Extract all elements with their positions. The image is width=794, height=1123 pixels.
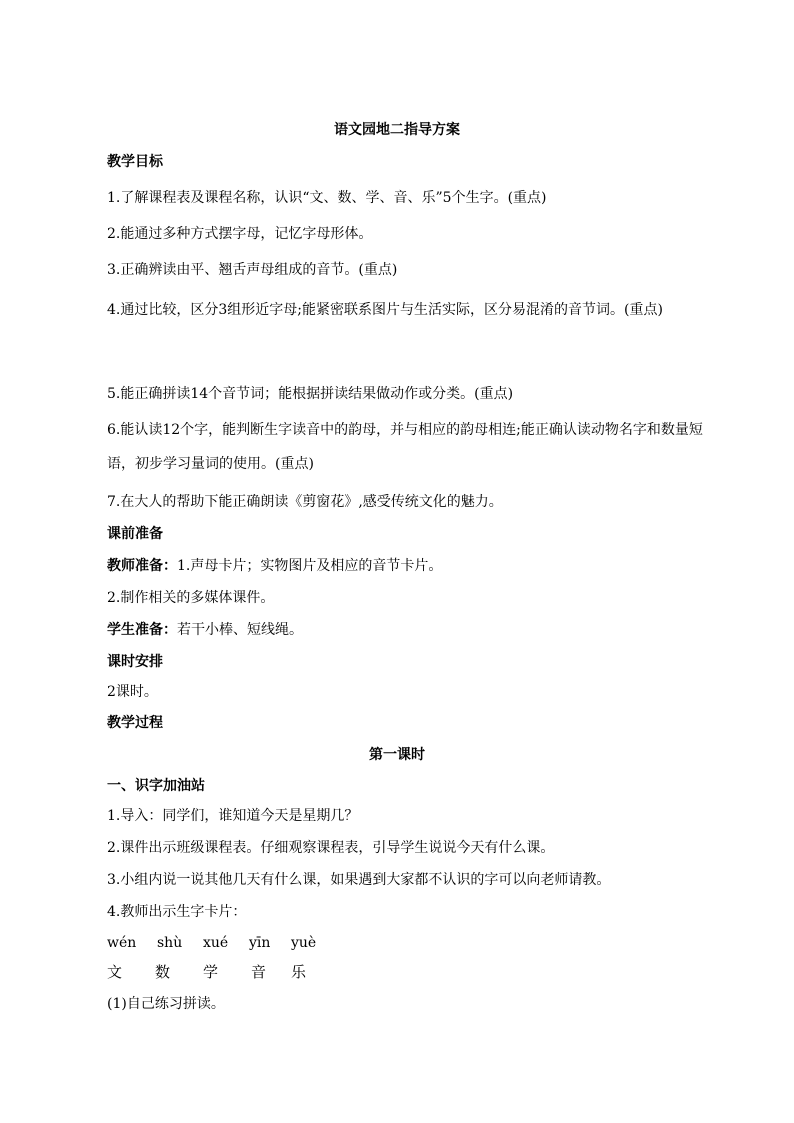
teacher-prep-2: 2.制作相关的多媒体课件。 (107, 590, 275, 606)
page-title: 语文园地二指导方案 (334, 122, 460, 138)
hanzi-char: 乐 (291, 963, 307, 981)
pinyin-syllable: wén (107, 935, 137, 951)
goal-item: 7.在大人的帮助下能正确朗读《剪窗花》,感受传统文化的魅力。 (107, 494, 503, 510)
step-item: 2.课件出示班级课程表。仔细观察课程表，引导学生说说今天有什么课。 (107, 840, 555, 856)
pinyin-syllable: xué (203, 935, 229, 951)
schedule-text: 2课时。 (107, 684, 158, 700)
step-item: 4.教师出示生字卡片： (107, 904, 247, 920)
goal-item: 5.能正确拼读14个音节词；能根据拼读结果做动作或分类。(重点) (107, 386, 514, 402)
substep-item: (1)自己练习拼读。 (107, 996, 225, 1012)
hanzi-row (107, 962, 306, 982)
goal-item: 1.了解课程表及课程名称，认识“文、数、学、音、乐”5个生字。(重点) (107, 190, 547, 206)
hanzi-char: 文 (107, 963, 123, 981)
goal-item: 6.能认读12个字，能判断生字读音中的韵母，并与相应的韵母相连;能正确认读动物名字和数量短语，初步学习量词的使用。(重点) (107, 422, 703, 472)
hanzi-char: 学 (203, 963, 219, 981)
process-heading: 教学过程 (107, 715, 163, 731)
goal-item: 4.通过比较，区分3组形近字母;能紧密联系图片与生活实际，区分易混淆的音节词。(重点) (107, 302, 663, 318)
pinyin-syllable: yuè (291, 935, 317, 951)
goals-heading: 教学目标 (107, 154, 163, 170)
step-item: 1.导入：同学们，谁知道今天是星期几？ (107, 808, 359, 824)
hanzi-char: 数 (155, 963, 171, 981)
step-item: 3.小组内说一说其他几天有什么课，如果遇到大家都不认识的字可以向老师请教。 (107, 872, 611, 888)
goal-item: 2.能通过多种方式摆字母，记忆字母形体。 (107, 226, 373, 242)
teacher-prep-label: 教师准备： (107, 558, 177, 574)
teacher-prep-text: 1.声母卡片；实物图片及相应的音节卡片。 (177, 558, 443, 574)
section1-heading: 一、识字加油站 (107, 778, 205, 794)
pinyin-syllable: yīn (249, 935, 271, 951)
goal-item: 3.正确辨读由平、翘舌声母组成的音节。(重点) (107, 262, 398, 278)
student-prep-label: 学生准备： (107, 622, 177, 638)
prep-heading: 课前准备 (107, 526, 163, 542)
pinyin-row (107, 933, 316, 953)
schedule-heading: 课时安排 (107, 654, 163, 670)
teacher-prep (107, 556, 442, 576)
hanzi-char: 音 (251, 963, 267, 981)
student-prep-text: 若干小棒、短线绳。 (177, 622, 303, 638)
pinyin-syllable: shù (157, 935, 183, 951)
lesson1-heading: 第一课时 (369, 747, 425, 763)
student-prep (107, 620, 303, 640)
